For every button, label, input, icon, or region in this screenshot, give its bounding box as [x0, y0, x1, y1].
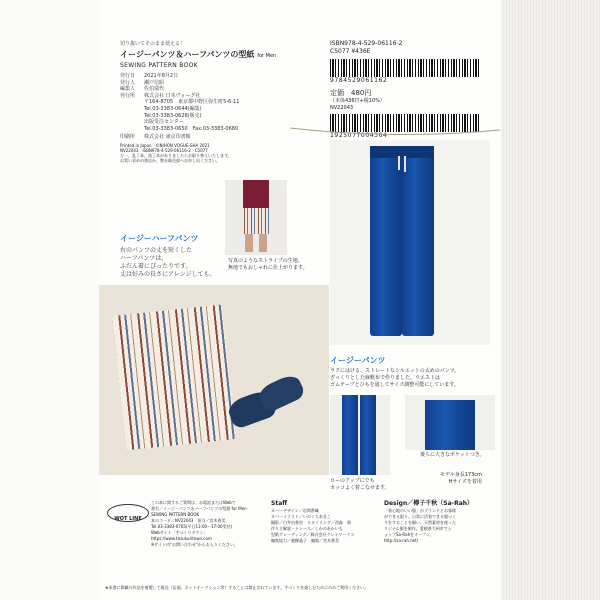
- photo-striped-half-pants: [99, 285, 329, 475]
- half-pants-heading: イージーハーフパンツ: [120, 234, 199, 243]
- easy-pants-text: ラクにはける、ストレートなシルエットの太めのパンツ。 ざっくりとした麻帆布で作りました。ウエストは ゴムテープとひもを通してサイズ調整可能にしています。: [330, 368, 460, 388]
- back-pocket-caption: 後ろに大きなポケットつき。: [420, 452, 485, 458]
- drawstring: [404, 156, 406, 172]
- model-leg: [259, 234, 267, 252]
- roll-up-caption: ローのアップにでも カッコよく着こなせます。: [330, 478, 390, 491]
- colophon: [120, 40, 300, 163]
- model-half-pants: [241, 208, 271, 234]
- staff-title: Staff: [271, 500, 288, 507]
- colophon-title-text: イージーパンツ＆ハーフパンツの型紙: [120, 50, 255, 59]
- row-value: 株式会社 日本ヴォーグ社 〒164-8705 東京都中野区弥生町5-6-11 Tel.03-3383-0644(編集) Tel.03-3383-0628(販売) 出版受注センター Tel.03-3383-0650 Fax.03-3383-0680: [144, 92, 240, 132]
- drawstring: [398, 156, 400, 170]
- designer-title: Design／樽子千秋（Sa-Rah）: [384, 500, 474, 507]
- colophon-sub: 切り抜いてそのまま使える！: [120, 41, 186, 47]
- half-pants-caption: 写真のようなストライプの生地、 無地でもおしゃれに仕上がります。: [228, 258, 308, 271]
- price-note: （本体436円+税10%）: [330, 98, 385, 104]
- logo-text: WOT LINE: [114, 516, 142, 522]
- barcode-1-digits: 9784529061162: [330, 77, 388, 84]
- colophon-rows: [120, 73, 300, 141]
- row-value: 2021年8月2日: [144, 73, 179, 79]
- row-value: 株式会社 東京印書館: [144, 134, 191, 141]
- pants-leg: [360, 395, 376, 475]
- staff-section: [271, 500, 381, 544]
- colophon-row: [120, 86, 300, 93]
- price: 定価 480円: [330, 89, 372, 97]
- barcode-1: [330, 59, 480, 77]
- row-value: 瀬戸信昭: [144, 79, 165, 86]
- row-value: 佐伯瑞代: [144, 86, 165, 93]
- background-right-strip: [501, 0, 600, 600]
- photo-pants-front: [330, 395, 390, 475]
- staff-list: カバーデザイン／岩間香織 カバーイラスト／いのくちあきこ 撮影／白井由香里 スタイリング／西森 萌 作り方解説・トレース／しかのあかいも 型紙グレーディング／株式会社クレイワークス 編集協力／蜜柳晶子 編集／宮木香美: [271, 508, 355, 543]
- row-key: 発行人: [120, 79, 136, 86]
- row-key: 印刷所: [120, 134, 136, 141]
- sneaker: [256, 372, 307, 414]
- easy-pants-section: [330, 355, 495, 389]
- copyright-notice: ★本書に掲載の作品を複製して販売（店頭、ネットオークション等）することは禁止されています。手づくりを楽しむためにのみご利用ください。: [105, 585, 369, 590]
- publisher-logo: [107, 504, 149, 522]
- model-shirt: [243, 180, 269, 208]
- row-key: 発行所: [120, 92, 136, 99]
- designer-text: 「着心地のいい服」がブランドとお客様 ができる限り、日常に活着できる服つく りをすることを願い、天然素材を使った リジナル服を制作。愛媛県大州市でシ ョップSa-Rahをオープン。 http://sa-rah.net/: [384, 508, 456, 543]
- pants-back: [425, 400, 475, 450]
- model-info: モデル身長173cm Hサイズを着用: [440, 472, 482, 485]
- half-pants-section: [120, 233, 240, 279]
- row-key: 編集人: [120, 86, 136, 93]
- contact-info: この本に関するご質問は、お電話またはWebで 書名／イージーパンツ＆ハーフパンツの型紙 for Men SEWING PATTERN BOOK 本のコード／NV22043 担当／宮木香美 Tel.03-3383-0765(平日13:00〜17:00受付) Webサイト「手づくりタウン」 https://www.tezukuritown.com ※サイト内"お問い合わせ"からお入りください。: [151, 500, 247, 547]
- colophon-row: [120, 93, 300, 133]
- striped-half-pants: [112, 305, 236, 451]
- nv-code: NV22043: [330, 105, 354, 111]
- isbn-number: ISBN978-4-529-06116-2: [330, 40, 403, 47]
- colophon-note: 万一、乱丁本、落丁本がありましたらお取り替えいたします。 お買い求めの書店か、弊社販売部へお申し出ください。: [120, 152, 232, 163]
- photo-pants-back: [405, 395, 495, 450]
- footer: [99, 500, 501, 600]
- colophon-title: [120, 49, 300, 60]
- colophon-title-suffix: for Men: [257, 53, 277, 59]
- row-key: 発行日: [120, 73, 136, 79]
- colophon-row: [120, 73, 300, 80]
- photo-easy-pants-hanging: [330, 140, 490, 345]
- pants-leg: [342, 395, 358, 475]
- half-pants-text: 右のパンツの丈を短くした ハーフパンツは、 ふだん着にぴったりです。 丈は好みの長さにアレンジしても。: [120, 247, 216, 278]
- pants-leg-right: [402, 146, 434, 336]
- pants-waistband: [370, 146, 434, 158]
- colophon-subtitle-en: SEWING PATTERN BOOK: [120, 62, 198, 69]
- colophon-printed: Printed in Japan ©NIHON VOGUE-SHA 2021: [120, 142, 210, 148]
- designer-section: [384, 500, 501, 544]
- barcode-2-digits: 1925077004364: [330, 132, 388, 139]
- easy-pants-heading: イージーパンツ: [330, 356, 386, 365]
- colophon-codes: NV22043 ISBN978-4-529-06116-2 C5077: [120, 147, 208, 153]
- isbn-ccode: C5077 ¥436E: [330, 48, 371, 55]
- colophon-row: [120, 134, 300, 141]
- pants-leg-left: [370, 146, 402, 336]
- model-leg: [245, 234, 253, 252]
